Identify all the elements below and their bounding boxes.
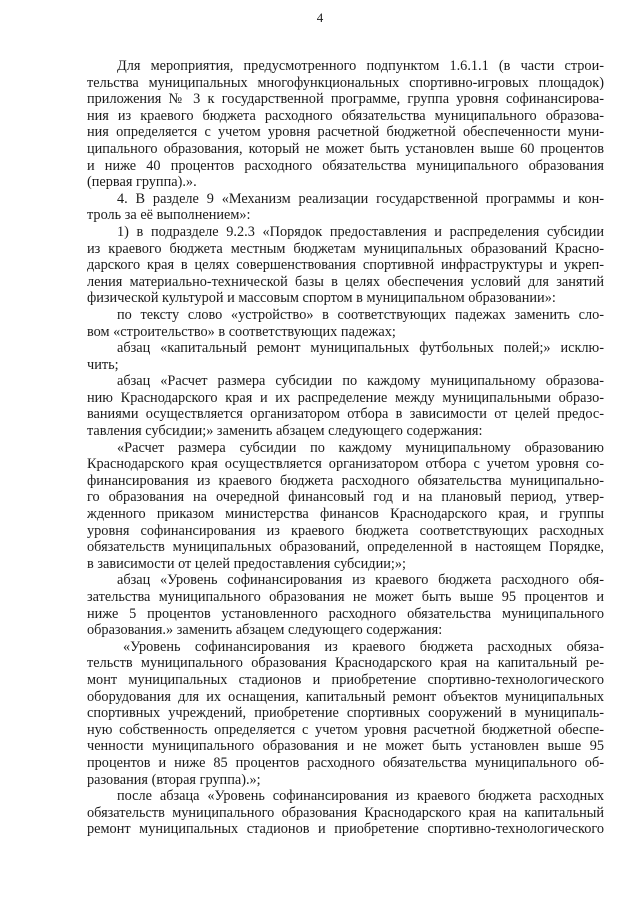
text-line: уровня софинансирования из краевого бюджета соответствующих расходных: [87, 522, 604, 539]
text-line: ремонт муниципальных стадионов и приобретение спортивно-технологического: [87, 821, 604, 838]
text-line: обязательств муниципальных образований, определенной в настоящем Порядке,: [87, 539, 604, 556]
text-line: ную собственность определяется с учетом уровня расчетной бюджетной обеспе-: [87, 721, 604, 738]
text-line: в зависимости от целей предоставления субсидии;»;: [87, 555, 406, 572]
text-line: 4. В разделе 9 «Механизм реализации государственной программы и кон-: [117, 190, 604, 207]
text-line: после абзаца «Уровень софинансирования из краевого бюджета расходных: [117, 788, 604, 805]
text-line: «Уровень софинансирования из краевого бюджета расходных обяза-: [123, 638, 604, 655]
text-line: ваниями осуществляется организатором отбора в зависимости от целей предос-: [87, 406, 604, 423]
text-line: абзац «Уровень софинансирования из краевого бюджета расходного обя-: [117, 572, 604, 589]
text-line: монт муниципальных стадионов и приобретение спортивно-технологического: [87, 671, 604, 688]
text-line: образования.» заменить абзацем следующего содержания:: [87, 622, 443, 639]
text-line: тельств муниципального образования Краснодарского края на капитальный ре-: [87, 655, 604, 672]
text-line: финансирования из краевого бюджета расходного обязательства муниципально-: [87, 472, 604, 489]
text-line: процентов и ниже 85 процентов расходного обязательства муниципального об-: [87, 754, 604, 771]
text-line: по тексту слово «устройство» в соответствующих падежах заменить сло-: [117, 306, 604, 323]
text-line: го образования на очередной финансовый год и на плановый период, утвер-: [87, 489, 604, 506]
text-line: обязательств муниципального образования Краснодарского края на капитальный: [87, 804, 604, 821]
text-line: зательства муниципального образования не может быть выше 95 процентов и: [87, 589, 604, 605]
text-line: оборудования для их оснащения, капитальный ремонт объектов муниципальных: [87, 688, 604, 705]
document-body: [87, 58, 604, 838]
text-line: спортивных учреждений, приобретение спортивных сооружений в муниципаль-: [87, 705, 604, 722]
text-line: абзац «Расчет размера субсидии по каждому муниципальному образова-: [117, 373, 604, 390]
text-line: дарского края в целях совершенствования спортивной инфраструктуры и укреп-: [87, 257, 604, 274]
text-line: ципального образования, который не может быть установлен выше 60 процентов: [87, 140, 604, 157]
text-line: 1) в подразделе 9.2.3 «Порядок предоставления и распределения субсидии: [117, 223, 604, 240]
text-line: жденного приказом министерства финансов Краснодарского края, и группы: [87, 506, 604, 523]
text-line: (первая группа).».: [87, 174, 197, 191]
text-line: нию Краснодарского края и их распределение между муниципальными образо-: [87, 389, 604, 406]
text-line: «Расчет размера субсидии по каждому муниципальному образованию: [117, 439, 604, 456]
page-number: 4: [316, 10, 324, 25]
text-line: вом «строительство» в соответствующих падежах;: [87, 323, 396, 340]
text-line: приложения № 3 к государственной программе, группа уровня софинансирова-: [87, 91, 604, 108]
text-line: тавления субсидии;» заменить абзацем следующего содержания:: [87, 423, 483, 440]
text-line: троль за её выполнением»:: [87, 207, 251, 224]
text-line: разования (вторая группа).»;: [87, 771, 261, 788]
text-line: ления материально-технической базы в целях обеспечения условий для занятий: [87, 273, 604, 290]
text-line: абзац «капитальный ремонт муниципальных футбольных полей;» исклю-: [117, 340, 604, 357]
text-line: ниже 5 процентов установленного расходного обязательства муниципального: [87, 605, 604, 622]
text-line: из краевого бюджета местным бюджетам муниципальных образований Красно-: [87, 240, 604, 257]
text-line: тельства муниципальных многофункциональных спортивно-игровых площадок): [87, 74, 604, 91]
text-line: ченности муниципального образования и не может быть установлен выше 95: [87, 738, 604, 755]
text-line: Краснодарского края осуществляется организатором отбора с учетом уровня со-: [87, 456, 604, 473]
text-line: ния определяется с учетом уровня расчетной бюджетной обеспеченности муни-: [87, 124, 604, 141]
text-line: физической культурой и массовым спортом в муниципальном образовании»:: [87, 290, 556, 307]
text-line: ния из краевого бюджета расходного обязательства муниципального образова-: [87, 107, 604, 124]
text-line: чить;: [87, 356, 119, 373]
text-line: и ниже 40 процентов расходного обязательства муниципального образования: [87, 157, 604, 174]
text-line: Для мероприятия, предусмотренного подпунктом 1.6.1.1 (в части строи-: [117, 58, 604, 74]
